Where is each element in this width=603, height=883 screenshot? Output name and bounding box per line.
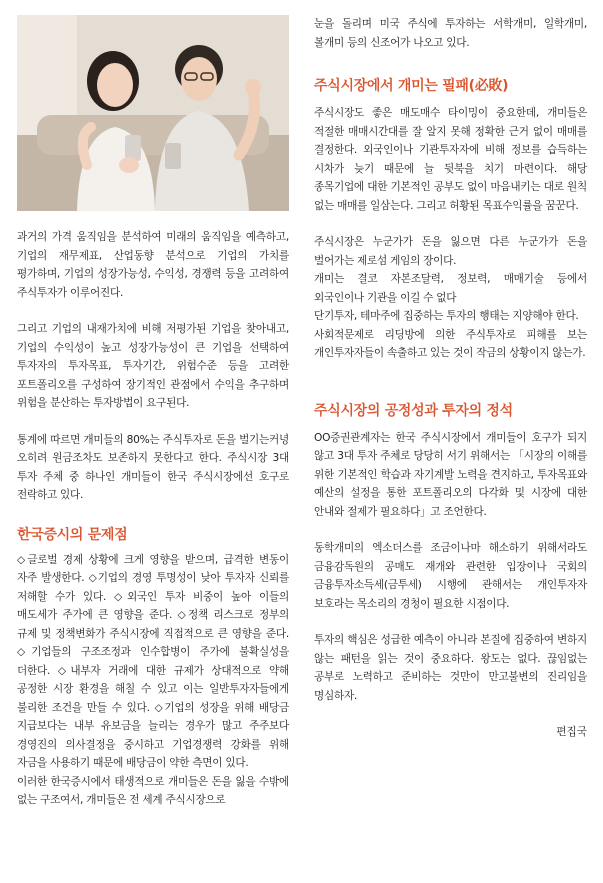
couple-with-phones-illustration bbox=[17, 15, 289, 211]
photo-illustration-icon bbox=[17, 15, 289, 211]
left-column bbox=[17, 0, 289, 810]
section-heading: 한국증시의 문제점 bbox=[17, 526, 128, 543]
paragraph: ◇글로벌 경제 상황에 크게 영향을 받으며, 급격한 변동이 자주 발생한다. ◇기업의 경영 투명성이 낮아 투자자 신뢰를 저해할 수가 있다. ◇외국인 투자 비중이 높아 이들의 매도세가 주가에 큰 영향을 준다. ◇정책 리스크로 정부의 규제 및 정책변화가 주식시장에 직접적으로 큰 영향을 준다. ◇기업들의 구조조정과 인수합병이 주가에 불확실성을 더한다. ◇내부자 거래에 대한 규제가 상대적으로 약해 공정한 시장 환경을 해칠 수 있고 이는 일반투자자들에게 불리한 조건을 만들 수 있다. ◇기업의 성장을 위해 배당금 지급보다는 내부 유보금을 늘리는 경우가 많고 주주보다 경영진의 의사결정을 중시하고 기업경쟁력 강화를 위해 자금을 사용하기 때문에 배당금이 약한 측면이 있다. bbox=[17, 553, 289, 769]
section-heading: 주식시장의 공정성과 투자의 정석 bbox=[314, 402, 513, 419]
paragraph: 사회적문제로 리딩방에 의한 주식투자로 피해를 보는 개인투자자들이 속출하고 있는 것이 작금의 상황이지 않는가. bbox=[314, 328, 587, 359]
right-column bbox=[314, 0, 587, 742]
paragraph: 동학개미의 엑소더스를 조금이나마 해소하기 위해서라도 금융감독원의 공매도 재개와 관련한 입장이나 국회의 금융투자소득세(금투세) 시행에 관해서는 개인투자자 보호라는 목소리의 경청이 필요한 시점이다. bbox=[314, 542, 587, 610]
paragraph: 과거의 가격 움직임을 분석하여 미래의 움직임을 예측하고, 기업의 재무제표, 산업동향 분석으로 기업의 가치를 평가하며, 기업의 성장가능성, 수익성, 경쟁력 등을 고려하여 주식투자가 이루어진다. bbox=[17, 231, 289, 299]
section-heading: 주식시장에서 개미는 필패(必敗) bbox=[314, 78, 509, 94]
author-signature: 편집국 bbox=[556, 726, 587, 738]
paragraph: 그리고 기업의 내재가치에 비해 저평가된 기업을 찾아내고, 기업의 수익성이 높고 성장가능성이 큰 기업을 선택하여 투자자의 투자목표, 투자기간, 위험수준 등을 고려한 포트폴리오를 구성하여 장기적인 관점에서 수익을 추구하며 위험을 분산하는 투자방법이 요구된다. bbox=[17, 323, 289, 409]
paragraph: 주식시장은 누군가가 돈을 잃으면 다른 누군가가 돈을 벌어가는 제로섬 게임의 장이다. bbox=[314, 236, 587, 267]
paragraph: 개미는 결코 자본조달력, 정보력, 매매기술 등에서 외국인이나 기관을 이길 수 없다 bbox=[314, 273, 587, 304]
paragraph: 주식시장도 좋은 매도매수 타이밍이 중요한데, 개미들은 적절한 매매시간대를 잘 알지 못해 정확한 근거 없이 매매를 결정한다. 외국인이나 기관투자자에 비해 정보를 습득하는 시차가 늦기 때문에 늘 뒷북을 치기 마련이다. 해당 종목기업에 대한 기본적인 공부도 없이 마음내키는 대로 원칙 없는 매매를 일삼는다. 그리고 허황된 목표수익률을 꿈꾼다. bbox=[314, 107, 587, 212]
paragraph: 통계에 따르면 개미들의 80%는 주식투자로 돈을 벌기는커녕 오히려 원금조차도 보존하지 못한다고 한다. 주식시장 3대 투자 주체 중 하나인 개미들이 한국 주식시장에선 호구로 전락하고 있다. bbox=[17, 433, 289, 501]
paragraph: 투자의 핵심은 성급한 예측이 아니라 본질에 집중하여 변하지 않는 패턴을 읽는 것이 중요하다. 왕도는 없다. 끊임없는 공부로 노력하고 준비하는 것만이 만고불변의 진리임을 명심하자. bbox=[314, 634, 587, 702]
paragraph: 눈을 돌리며 미국 주식에 투자하는 서학개미, 일학개미, 볼개미 등의 신조어가 나오고 있다. bbox=[314, 18, 587, 49]
paragraph: 이러한 한국증시에서 태생적으로 개미들은 돈을 잃을 수밖에 없는 구조여서, 개미들은 전 세계 주식시장으로 bbox=[17, 775, 289, 806]
paragraph: OO증권관계자는 한국 주식시장에서 개미들이 호구가 되지 않고 3대 투자 주체로 당당히 서기 위해서는 「시장의 이해를 위한 기본적인 학습과 자기계발 노력을 견지하고, 투자목표와 예산의 설정을 통한 포트폴리오의 다각화 및 시장에 대한 안내와 절제가 필요하다」고 조언한다. bbox=[314, 431, 587, 518]
paragraph: 단기투자, 테마주에 집중하는 투자의 행태는 지양해야 한다. bbox=[314, 310, 579, 322]
